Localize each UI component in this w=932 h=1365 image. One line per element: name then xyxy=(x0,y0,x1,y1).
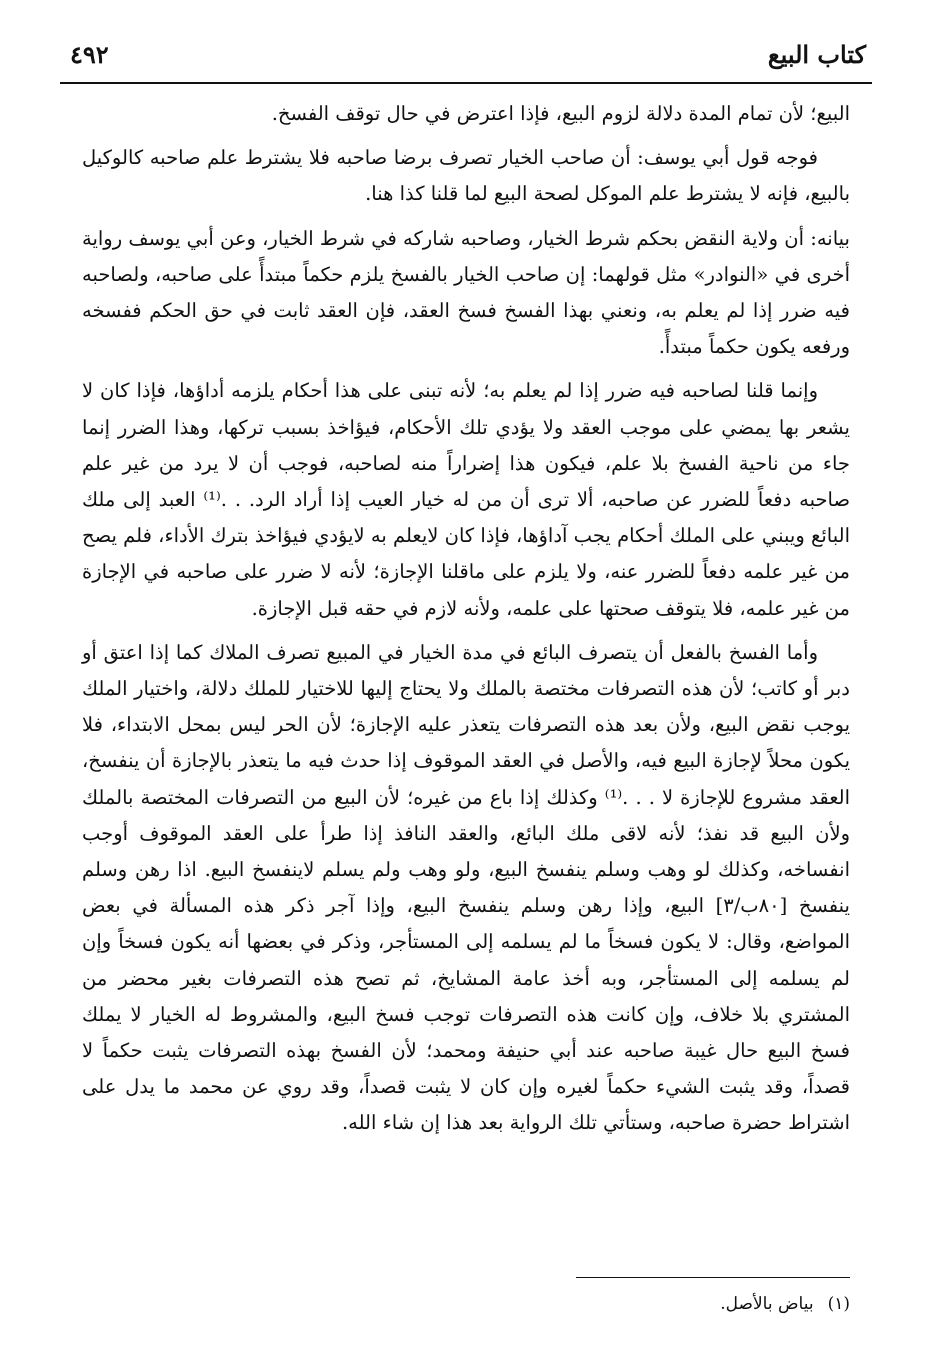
paragraph: فوجه قول أبي يوسف: أن صاحب الخيار تصرف برضا صاحبه فلا يشترط علم صاحبه كالوكيل بالبيع، فإنه لا يشترط علم الموكل لصحة البيع لما قلنا كذا هنا. xyxy=(82,146,850,206)
paragraph: وأما الفسخ بالفعل أن يتصرف البائع في مدة الخيار في المبيع تصرف الملاك كما إذا اعتق أو دبر أو كاتب؛ لأن هذه التصرفات مختصة بالملك ولا يحتاج إليها للاختيار للملك دلالة، واختيار الملك يوجب نقض البيع، ولأن بعد هذه التصرفات يتعذر عليه الإجازة؛ لأن الحر ليس بمحل الابتداء، فلا يكون محلاً لإجازة البيع فيه، والأصل في العقد الموقوف إذا حدث فيه ما يتعذر بالإجازة أن ينفسخ، العقد مشروع للإجازة لا . . .⁽¹⁾ وكذلك إذا باع من غيره؛ لأن البيع من التصرفات المختصة بالملك ولأن البيع قد نفذ؛ لأنه لاقى ملك البائع، والعقد النافذ إذا طرأ على العقد الموقوف أوجب انفساخه، وكذلك لو وهب وسلم ينفسخ البيع، ولو وهب ولم يسلم لاينفسخ البيع. اذا رهن وسلم ينفسخ [٨٠ب/٣] البيع، وإذا رهن وسلم ينفسخ البيع، وإذا آجر ذكر هذه المسألة في بعض المواضع، وقال: لا يكون فسخاً ما لم يسلمه إلى المستأجر، وذكر في بعضها أنه يكون فسخاً وإن لم يسلمه إلى المستأجر، وبه أخذ عامة المشايخ، ثم تصح هذه التصرفات بغير محضر من المشتري بلا خلاف، وإن كانت هذه التصرفات توجب فسخ البيع، والمشروط له الخيار لا يملك فسخ البيع حال غيبة صاحبه عند أبي حنيفة ومحمد؛ لأن الفسخ بهذه التصرفات يثبت حكماً لا قصداً، وقد يثبت الشيء حكماً لغيره وإن كان لا يثبت قصداً، وقد روي عن محمد ما يدل على اشتراط حضرة صاحبه، وستأتي تلك الرواية بعد هذا إن شاء الله. xyxy=(82,640,850,1135)
main-text xyxy=(82,96,850,1150)
paragraph: وإنما قلنا لصاحبه فيه ضرر إذا لم يعلم به؛ لأنه تبنى على هذا أحكام يلزمه أداؤها، فإذا كان لا يشعر بها يمضي على موجب العقد ولا يؤدي تلك الأحكام، فيؤاخذ بسبب تركها، وهذا الضرر إنما جاء من ناحية الفسخ بلا علم، فيكون هذا إضراراً منه لصاحبه، فوجب أن لا يرد من غير علم صاحبه دفعاً للضرر عن صاحبه، ألا ترى أن من له خيار العيب إذا أراد الرد. . .⁽¹⁾ العبد إلى ملك البائع ويبني على الملك أحكام يجب آداؤها، فإذا كان لايعلم به لايؤدي فيؤاخذ بترك الأداء، فلم يصح من غير علمه دفعاً للضرر عنه، ولا يلزم على ماقلنا الإجازة؛ لأنه لا ضرر على صاحبه في الإجازة من غير علمه، فلا يتوقف صحتها على علمه، ولأنه لازم في حقه قبل الإجازة. xyxy=(82,379,851,620)
footnote-number: (١) xyxy=(827,1294,850,1314)
footnote xyxy=(82,1290,850,1318)
paragraph: البيع؛ لأن تمام المدة دلالة لزوم البيع، فإذا اعترض في حال توقف الفسخ. xyxy=(271,102,850,125)
header-title: كتاب البيع xyxy=(767,40,866,69)
footnote-text: بياض بالأصل. xyxy=(720,1294,814,1314)
footnote-divider xyxy=(576,1277,850,1278)
paragraph: بيانه: أن ولاية النقض بحكم شرط الخيار، وصاحبه شاركه في شرط الخيار، وعن أبي يوسف رواية أخرى في «النوادر» مثل قولهما: إن صاحب الخيار بالفسخ يلزم حكماً مبتدأً على صاحبه، ولصاحبه فيه ضرر إذا لم يعلم به، ونعني بهذا الفسخ فسخ العقد، فإن العقد ثابت في حق الحكم ففسخه ورفعه يكون حكماً مبتدأً. xyxy=(82,226,850,359)
page-number: ٤٩٢ xyxy=(70,40,109,69)
running-header xyxy=(60,38,872,84)
